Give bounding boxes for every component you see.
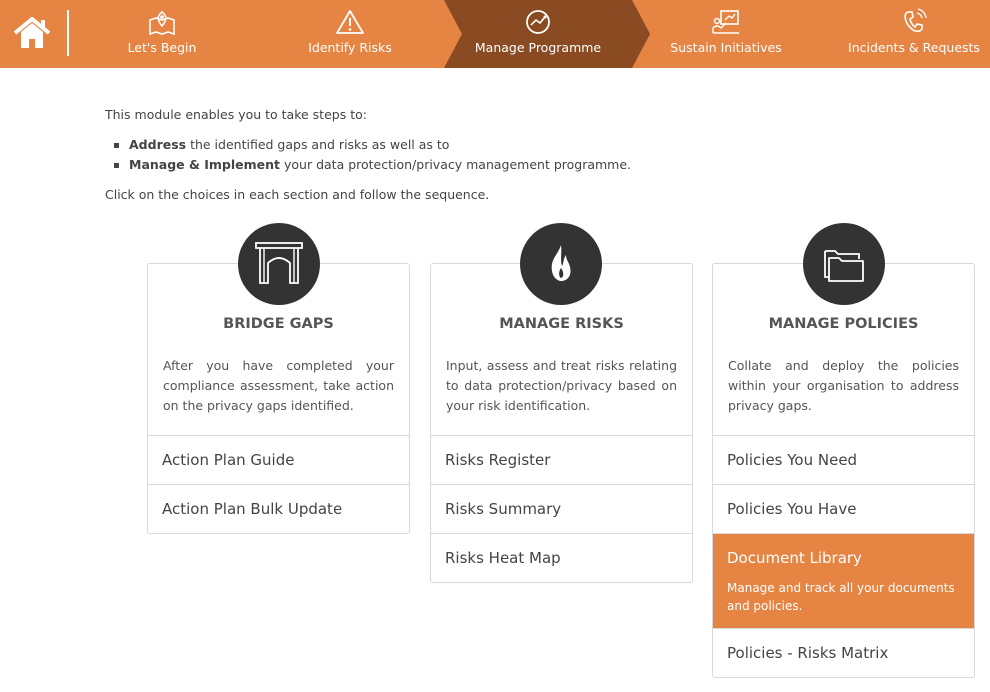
card-title: MANAGE POLICIES [768, 316, 919, 332]
nav-label: Incidents & Requests [848, 40, 980, 55]
nav-label: Identify Risks [308, 40, 392, 55]
bullet-bold: Address [129, 137, 187, 152]
item-label: Document Library [727, 549, 862, 567]
bullet-text: the identified gaps and risks as well as to [186, 137, 450, 152]
item-label: Policies You Need [727, 451, 858, 469]
bridge-gaps-badge [238, 223, 320, 305]
nav-label: Let's Begin [127, 40, 197, 55]
nav-label: Manage Programme [474, 40, 602, 55]
nav-identify-risks[interactable] [268, 0, 432, 68]
item-label: Risks Summary [445, 500, 562, 518]
item-label: Action Plan Guide [162, 451, 295, 469]
intro-section [105, 105, 905, 205]
card-manage-risks [430, 263, 693, 583]
item-label: Risks Heat Map [445, 549, 561, 567]
folders-icon [803, 223, 885, 305]
card-description: Collate and deploy the policies within your organisation to address privacy gaps. [728, 358, 959, 413]
bullet-bold: Manage & Implement [129, 157, 281, 172]
item-label: Policies You Have [727, 500, 857, 518]
item-description: Manage and track all your documents and policies. [727, 581, 955, 613]
card-title: BRIDGE GAPS [223, 316, 334, 332]
card-description: After you have completed your compliance assessment, take action on the privacy gaps identified. [163, 358, 394, 413]
intro-bullet [129, 155, 905, 175]
bullet-text: your data protection/privacy management programme. [280, 157, 632, 172]
presentation-icon [711, 8, 741, 36]
menu-item-action-plan-guide[interactable] [148, 436, 409, 485]
flame-icon [520, 223, 602, 305]
menu-item-document-library[interactable] [713, 534, 974, 629]
intro-follow: Click on the choices in each section and follow the sequence. [105, 187, 490, 202]
menu-item-risks-register[interactable] [431, 436, 692, 485]
nav-label: Sustain Initiatives [670, 40, 782, 55]
card-description: Input, assess and treat risks relating to data protection/privacy based on your risk identification. [446, 358, 677, 413]
card-manage-policies [712, 263, 975, 678]
top-navigation [0, 0, 990, 68]
item-label: Policies - Risks Matrix [727, 644, 889, 662]
phone-icon [899, 8, 929, 36]
compass-icon [523, 8, 553, 36]
menu-item-action-plan-bulk-update[interactable] [148, 485, 409, 533]
menu-item-risks-heat-map[interactable] [431, 534, 692, 582]
card-title: MANAGE RISKS [499, 316, 624, 332]
nav-incidents-requests[interactable] [832, 0, 990, 68]
warning-icon [335, 8, 365, 36]
menu-item-policies-you-have[interactable] [713, 485, 974, 534]
manage-policies-badge [803, 223, 885, 305]
intro-bullets [105, 135, 905, 175]
item-label: Risks Register [445, 451, 551, 469]
intro-lead: This module enables you to take steps to: [105, 107, 367, 122]
manage-risks-badge [520, 223, 602, 305]
nav-manage-programme[interactable] [456, 0, 620, 68]
menu-item-policies-risks-matrix[interactable] [713, 629, 974, 677]
intro-bullet [129, 135, 905, 155]
menu-item-policies-you-need[interactable] [713, 436, 974, 485]
nav-sustain-initiatives[interactable] [644, 0, 808, 68]
item-label: Action Plan Bulk Update [162, 500, 343, 518]
archway-icon [238, 223, 320, 305]
map-pin-icon [147, 8, 177, 36]
nav-lets-begin[interactable] [80, 0, 244, 68]
menu-item-risks-summary[interactable] [431, 485, 692, 534]
